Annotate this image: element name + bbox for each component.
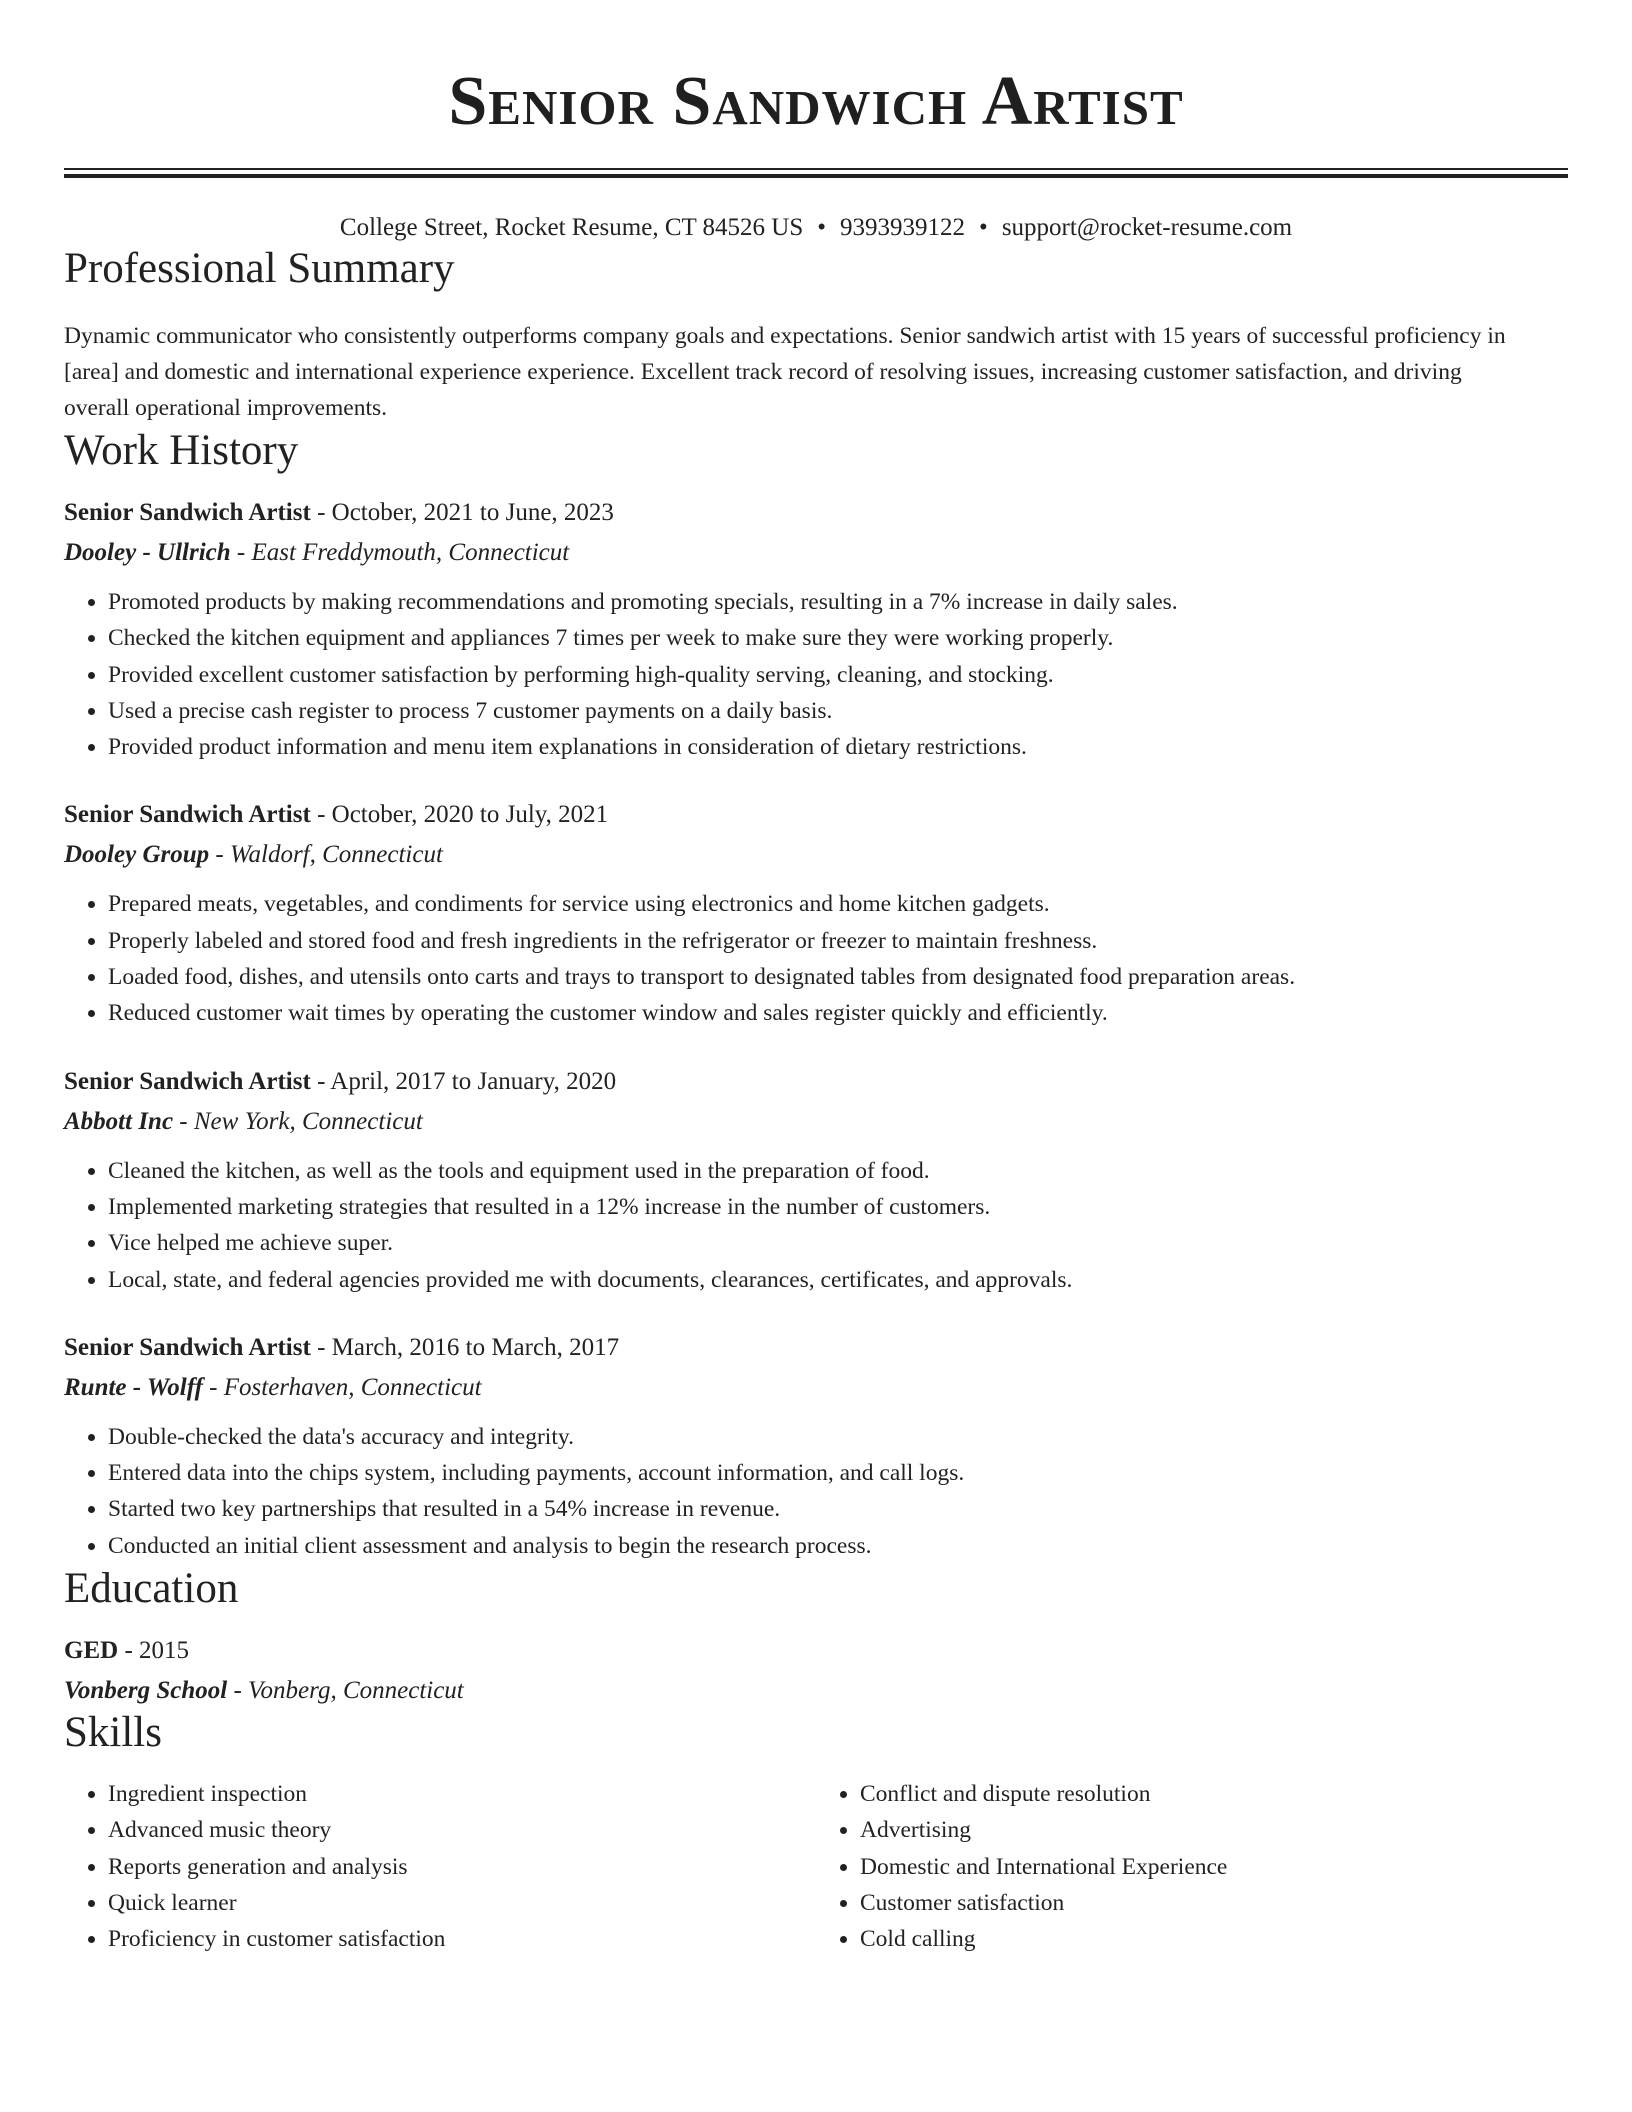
job-dates: - October, 2020 to July, 2021 bbox=[310, 801, 609, 829]
summary-text: Dynamic communicator who consistently outperforms company goals and expectations. Senior sandwich artist with 15 years of successful proficiency in [area] and domestic and international experience experience. Excellent track record of resolving issues, increasing customer satisfaction, and driving overall operational improvements. bbox=[64, 323, 1506, 421]
education-entry bbox=[64, 1634, 1568, 1708]
job-company-line bbox=[64, 1105, 1568, 1139]
education-school-line bbox=[64, 1674, 1568, 1708]
list-item: • Provided product information and menu item explanations in consideration of dietary restrictions. bbox=[108, 729, 1568, 765]
list-item: • Checked the kitchen equipment and appliances 7 times per week to make sure they were working properly. bbox=[108, 620, 1568, 656]
job-title-line bbox=[64, 1331, 1568, 1365]
job-entry bbox=[64, 496, 1568, 765]
list-item: • Proficiency in customer satisfaction bbox=[108, 1921, 816, 1957]
list-item: • Double-checked the data's accuracy and integrity. bbox=[108, 1419, 1568, 1455]
contact-separator: • bbox=[817, 214, 827, 241]
job-role: Senior Sandwich Artist bbox=[64, 1067, 311, 1095]
job-location: - East Freddymouth, Connecticut bbox=[230, 539, 570, 566]
job-company: Dooley - Ullrich bbox=[64, 539, 231, 566]
job-title-line bbox=[64, 1065, 1568, 1099]
work-history-heading: Work History bbox=[64, 427, 299, 474]
list-item: • Cleaned the kitchen, as well as the tools and equipment used in the preparation of food. bbox=[108, 1153, 1568, 1189]
job-title-line bbox=[64, 798, 1568, 832]
education-heading: Education bbox=[64, 1565, 239, 1613]
skills-columns bbox=[64, 1776, 1568, 1957]
job-role: Senior Sandwich Artist bbox=[64, 1333, 311, 1361]
job-dates: - April, 2017 to January, 2020 bbox=[310, 1067, 617, 1095]
list-item: • Advertising bbox=[860, 1812, 1568, 1848]
education-location: - Vonberg, Connecticut bbox=[227, 1677, 464, 1705]
list-item: • Local, state, and federal agencies provided me with documents, clearances, certificates, and approvals. bbox=[108, 1262, 1568, 1298]
contact-separator: • bbox=[979, 214, 988, 241]
job-entry bbox=[64, 798, 1568, 1031]
header-divider bbox=[64, 168, 1568, 178]
contact-line bbox=[64, 212, 1568, 244]
list-item: • Loaded food, dishes, and utensils onto carts and trays to transport to designated tables from designated food preparation areas. bbox=[108, 959, 1568, 995]
education-school: Vonberg School bbox=[64, 1677, 228, 1705]
job-company-line bbox=[64, 536, 1568, 570]
list-item: • Implemented marketing strategies that resulted in a 12% increase in the number of customers. bbox=[108, 1189, 1568, 1225]
list-item: • Ingredient inspection bbox=[108, 1776, 816, 1812]
skills-list-right bbox=[816, 1776, 1568, 1957]
list-item: • Customer satisfaction bbox=[860, 1885, 1568, 1921]
job-dates: - October, 2021 to June, 2023 bbox=[310, 499, 614, 526]
education-degree: GED bbox=[64, 1637, 119, 1665]
job-dates: - March, 2016 to March, 2017 bbox=[310, 1333, 620, 1361]
list-item: • Promoted products by making recommendations and promoting specials, resulting in a 7% increase in daily sales. bbox=[108, 584, 1568, 620]
list-item: • Used a precise cash register to process 7 customer payments on a daily basis. bbox=[108, 693, 1568, 729]
list-item: • Vice helped me achieve super. bbox=[108, 1225, 1568, 1261]
list-item: • Reduced customer wait times by operating the customer window and sales register quickly and efficiently. bbox=[108, 995, 1568, 1031]
job-bullets bbox=[64, 1419, 1568, 1564]
resume-page bbox=[64, 0, 1568, 1958]
list-item: • Prepared meats, vegetables, and condiments for service using electronics and home kitchen gadgets. bbox=[108, 886, 1568, 922]
skills-list-left bbox=[64, 1776, 816, 1957]
job-bullets bbox=[64, 1153, 1568, 1298]
job-entry bbox=[64, 1331, 1568, 1564]
job-company-line bbox=[64, 1371, 1568, 1405]
job-company: Dooley Group bbox=[64, 841, 210, 869]
job-bullets bbox=[64, 886, 1568, 1031]
job-role: Senior Sandwich Artist bbox=[64, 499, 311, 526]
list-item: • Properly labeled and stored food and fresh ingredients in the refrigerator or freezer to maintain freshness. bbox=[108, 923, 1568, 959]
summary-heading: Professional Summary bbox=[64, 245, 455, 292]
skills-heading: Skills bbox=[64, 1709, 162, 1757]
list-item: • Provided excellent customer satisfaction by performing high-quality serving, cleaning, and stocking. bbox=[108, 657, 1568, 693]
job-entry bbox=[64, 1065, 1568, 1298]
job-title-line bbox=[64, 496, 1568, 530]
job-location: - Waldorf, Connecticut bbox=[209, 841, 443, 869]
contact-address: College Street, Rocket Resume, CT 84526 US bbox=[339, 214, 804, 241]
list-item: • Started two key partnerships that resulted in a 54% increase in revenue. bbox=[108, 1491, 1568, 1527]
job-company: Abbott Inc bbox=[64, 1107, 174, 1135]
job-company-line bbox=[64, 838, 1568, 872]
contact-email: support@rocket-resume.com bbox=[1001, 214, 1293, 241]
list-item: • Domestic and International Experience bbox=[860, 1849, 1568, 1885]
list-item: • Reports generation and analysis bbox=[108, 1849, 816, 1885]
resume-name: Senior Sandwich Artist bbox=[448, 63, 1184, 140]
education-degree-line bbox=[64, 1634, 1568, 1668]
list-item: • Advanced music theory bbox=[108, 1812, 816, 1848]
job-role: Senior Sandwich Artist bbox=[64, 801, 311, 829]
job-company: Runte - Wolff bbox=[64, 1373, 203, 1401]
list-item: • Conducted an initial client assessment and analysis to begin the research process. bbox=[108, 1528, 1568, 1564]
job-bullets bbox=[64, 584, 1568, 765]
list-item: • Entered data into the chips system, including payments, account information, and call logs. bbox=[108, 1455, 1568, 1491]
job-location: - New York, Connecticut bbox=[173, 1107, 423, 1135]
job-location: - Fosterhaven, Connecticut bbox=[202, 1373, 482, 1401]
list-item: • Conflict and dispute resolution bbox=[860, 1776, 1568, 1812]
list-item: • Quick learner bbox=[108, 1885, 816, 1921]
education-year: - 2015 bbox=[118, 1637, 190, 1665]
contact-phone: 9393939122 bbox=[840, 214, 966, 241]
list-item: • Cold calling bbox=[860, 1921, 1568, 1957]
